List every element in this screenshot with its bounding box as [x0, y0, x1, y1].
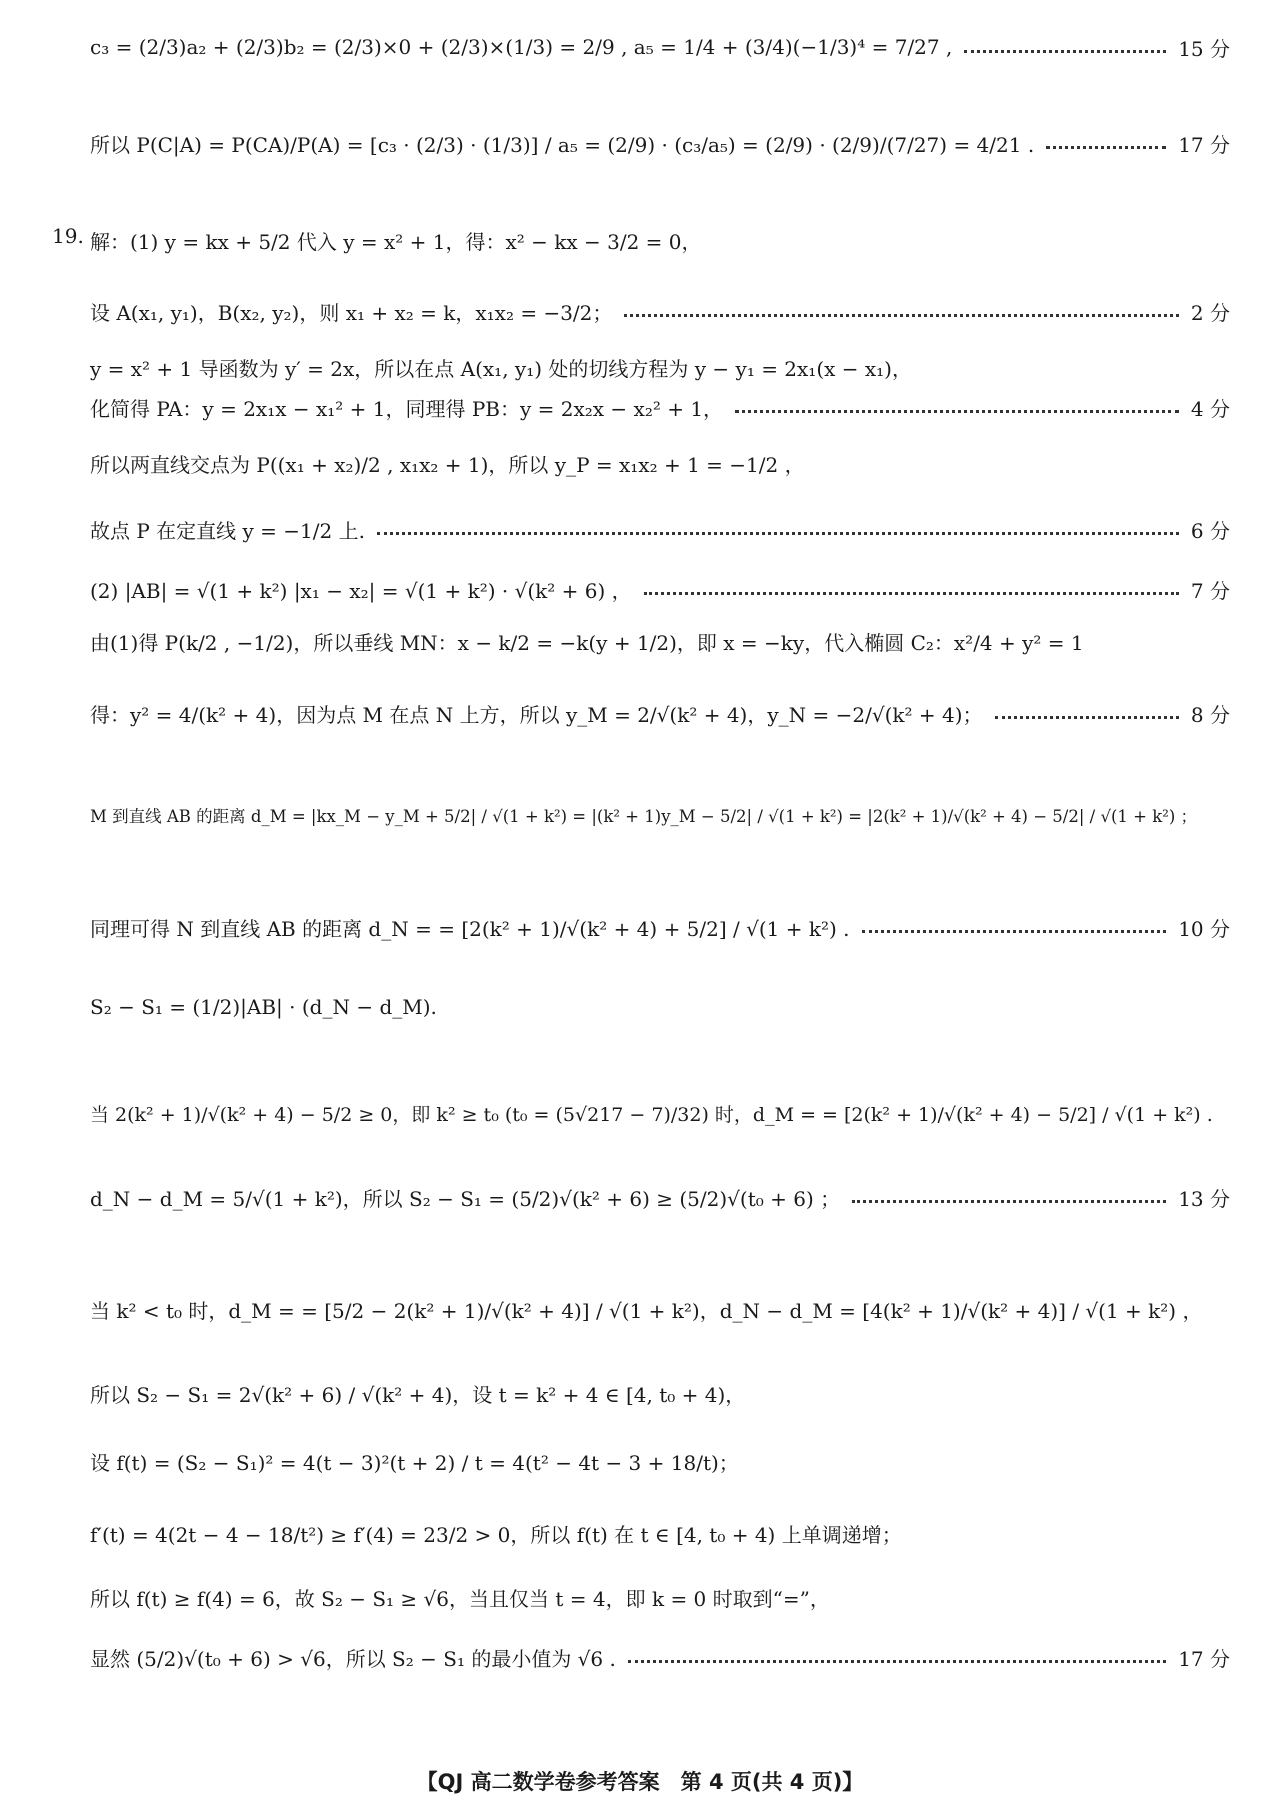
line-text: 解：(1) y = kx + 5/2 代入 y = x² + 1，得：x² − kx − 3/2 = 0，	[90, 229, 702, 254]
solution-line	[90, 902, 1230, 952]
solution-line	[90, 790, 1230, 840]
solution-line	[90, 286, 1230, 336]
solution-line	[90, 982, 1230, 1032]
solution-line	[90, 215, 1230, 265]
dot-leader	[644, 592, 1179, 595]
score-label: 15 分	[1178, 36, 1230, 61]
dot-leader	[964, 50, 1166, 53]
solution-line	[90, 1284, 1230, 1334]
score-label: 6 分	[1190, 518, 1230, 543]
dot-leader	[1046, 146, 1166, 149]
line-text: 所以 S₂ − S₁ = 2√(k² + 6) / √(k² + 4)，设 t = k² + 4 ∈ [4, t₀ + 4)，	[90, 1382, 746, 1407]
line-text: d_N − d_M = 5/√(1 + k²)，所以 S₂ − S₁ = (5/2)√(k² + 6) ≥ (5/2)√(t₀ + 6) ；	[90, 1186, 841, 1211]
dot-leader	[628, 1660, 1166, 1663]
dot-leader	[852, 1200, 1166, 1203]
dot-leader	[624, 314, 1179, 317]
solution-line	[90, 382, 1230, 432]
line-text: 显然 (5/2)√(t₀ + 6) > √6，所以 S₂ − S₁ 的最小值为 √6 .	[90, 1646, 616, 1671]
line-text: 当 2(k² + 1)/√(k² + 4) − 5/2 ≥ 0，即 k² ≥ t₀ (t₀ = (5√217 − 7)/32) 时，d_M = = [2(k² + 1)/√(k² + 4) − 5/2] / √(1 + k²) .	[90, 1103, 1213, 1126]
line-text: 故点 P 在定直线 y = −1/2 上.	[90, 518, 365, 543]
line-text: 所以两直线交点为 P((x₁ + x₂)/2 , x₁x₂ + 1)，所以 y_P = x₁x₂ + 1 = −1/2 ，	[90, 452, 805, 477]
solution-line	[90, 616, 1230, 666]
dot-leader	[995, 716, 1179, 719]
solution-line	[90, 22, 1230, 72]
score-label: 17 分	[1178, 132, 1230, 157]
solution-line	[90, 1368, 1230, 1418]
score-label: 13 分	[1178, 1186, 1230, 1211]
solution-line	[90, 1508, 1230, 1558]
line-text: (2) |AB| = √(1 + k²) |x₁ − x₂| = √(1 + k²) · √(k² + 6) ，	[90, 578, 632, 603]
line-text: y = x² + 1 导函数为 y′ = 2x，所以在点 A(x₁, y₁) 处的切线方程为 y − y₁ = 2x₁(x − x₁)，	[90, 356, 912, 381]
score-label: 4 分	[1190, 396, 1230, 421]
line-text: S₂ − S₁ = (1/2)|AB| · (d_N − d_M).	[90, 995, 437, 1019]
score-label: 2 分	[1190, 300, 1230, 325]
solution-line	[90, 688, 1230, 738]
line-text: 得：y² = 4/(k² + 4)，因为点 M 在点 N 上方，所以 y_M = 2/√(k² + 4)，y_N = −2/√(k² + 4)；	[90, 702, 983, 727]
solution-line	[90, 1572, 1230, 1622]
solution-line	[90, 118, 1230, 168]
line-text: 设 A(x₁, y₁)，B(x₂, y₂)，则 x₁ + x₂ = k，x₁x₂ = −3/2；	[90, 300, 613, 325]
line-text: 由(1)得 P(k/2 , −1/2)，所以垂线 MN：x − k/2 = −k(y + 1/2)，即 x = −ky，代入椭圆 C₂：x²/4 + y² = 1	[90, 630, 1084, 655]
line-text: c₃ = (2/3)a₂ + (2/3)b₂ = (2/3)×0 + (2/3)×(1/3) = 2/9 , a₅ = 1/4 + (3/4)(−1/3)⁴ = 7/27 ,	[90, 35, 953, 59]
solution-line	[90, 1632, 1230, 1682]
line-text: M 到直线 AB 的距离 d_M = |kx_M − y_M + 5/2| / √(1 + k²) = |(k² + 1)y_M − 5/2| / √(1 + k²) = |2(k² + 1)/√(k² + 4) − 5/2| / √(1 + k²) ；	[90, 807, 1198, 826]
line-text: 所以 P(C|A) = P(CA)/P(A) = [c₃ · (2/3) · (1/3)] / a₅ = (2/9) · (c₃/a₅) = (2/9) · (2/9)/(7/27) = 4/21 .	[90, 132, 1035, 157]
dot-leader	[862, 930, 1167, 933]
score-label: 7 分	[1190, 578, 1230, 603]
question-number: 19.	[52, 224, 84, 248]
dot-leader	[735, 410, 1179, 413]
score-label: 8 分	[1190, 702, 1230, 727]
score-label: 17 分	[1178, 1646, 1230, 1671]
solution-line	[90, 438, 1230, 488]
solution-line	[90, 504, 1230, 554]
line-text: 当 k² < t₀ 时，d_M = = [5/2 − 2(k² + 1)/√(k² + 4)] / √(1 + k²)，d_N − d_M = [4(k² + 1)/√(k² + 4)] / √(1 + k²) ，	[90, 1298, 1203, 1323]
solution-line	[90, 1172, 1230, 1222]
line-text: 设 f(t) = (S₂ − S₁)² = 4(t − 3)²(t + 2) / t = 4(t² − 4t − 3 + 18/t)；	[90, 1450, 739, 1475]
line-text: f′(t) = 4(2t − 4 − 18/t²) ≥ f′(4) = 23/2 > 0，所以 f(t) 在 t ∈ [4, t₀ + 4) 上单调递增；	[90, 1522, 902, 1547]
dot-leader	[377, 532, 1179, 535]
solution-line	[90, 1436, 1230, 1486]
line-text: 化简得 PA：y = 2x₁x − x₁² + 1，同理得 PB：y = 2x₂x − x₂² + 1，	[90, 396, 724, 421]
solution-line	[90, 564, 1230, 614]
line-text: 同理可得 N 到直线 AB 的距离 d_N = = [2(k² + 1)/√(k² + 4) + 5/2] / √(1 + k²) .	[90, 916, 850, 941]
score-label: 10 分	[1178, 916, 1230, 941]
page-footer: 【QJ 高二数学卷参考答案 第 4 页(共 4 页)】	[416, 1770, 864, 1794]
solution-line	[90, 1088, 1230, 1138]
line-text: 所以 f(t) ≥ f(4) = 6，故 S₂ − S₁ ≥ √6，当且仅当 t = 4，即 k = 0 时取到“=”，	[90, 1586, 830, 1611]
